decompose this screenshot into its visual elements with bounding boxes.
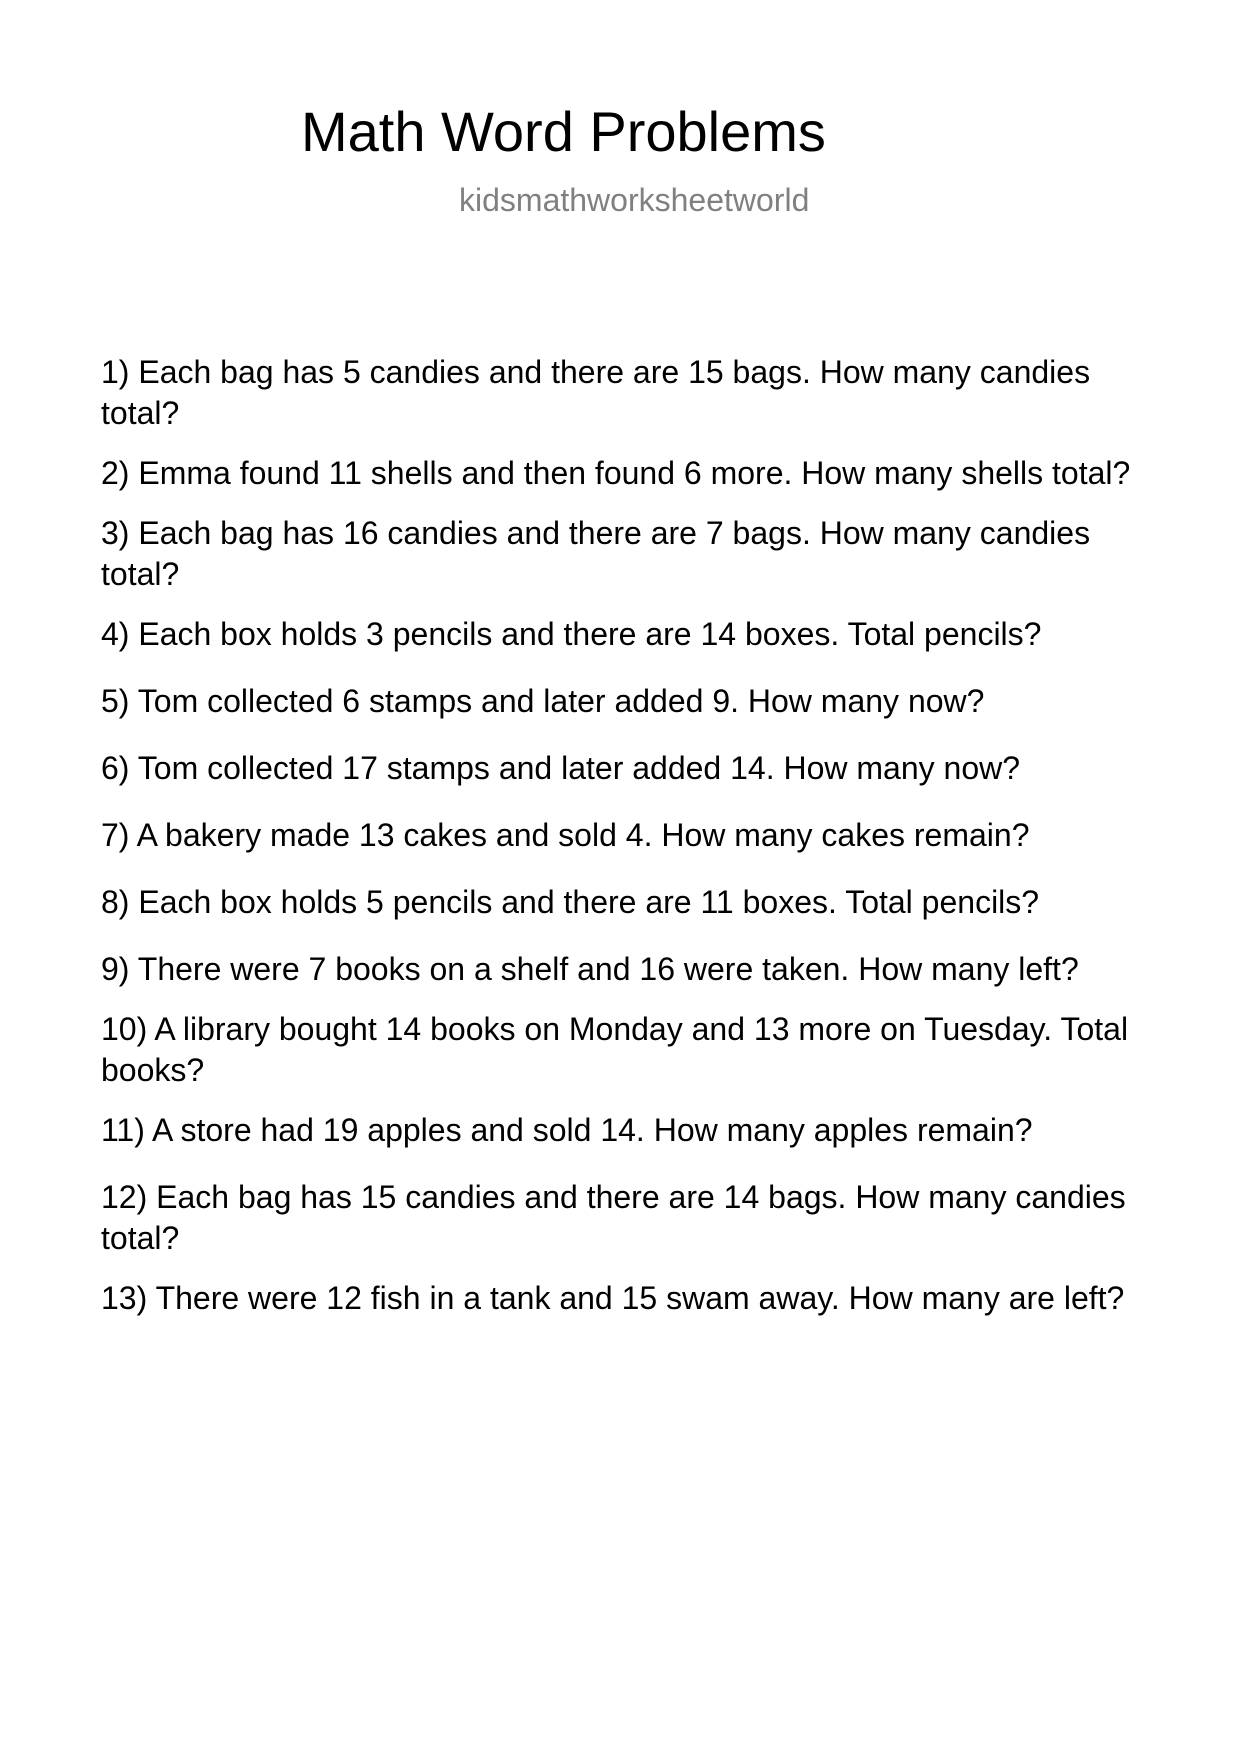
problem-item: 11) A store had 19 apples and sold 14. How many apples remain?	[101, 1112, 1033, 1148]
site-attribution: kidsmathworksheetworld	[459, 182, 810, 218]
problem-item: 7) A bakery made 13 cakes and sold 4. How many cakes remain?	[101, 817, 1030, 853]
problem-item: 1) Each bag has 5 candies and there are 15 bags. How many candies total?	[101, 354, 1091, 431]
problem-item: 4) Each box holds 3 pencils and there are 14 boxes. Total pencils?	[101, 616, 1042, 652]
problem-item: 5) Tom collected 6 stamps and later added 9. How many now?	[101, 683, 985, 719]
problem-item: 3) Each bag has 16 candies and there are 7 bags. How many candies total?	[101, 515, 1091, 592]
problem-item: 13) There were 12 fish in a tank and 15 swam away. How many are left?	[101, 1280, 1125, 1316]
problem-item: 2) Emma found 11 shells and then found 6 more. How many shells total?	[101, 455, 1131, 491]
page-title: Math Word Problems	[301, 100, 826, 163]
problem-item: 10) A library bought 14 books on Monday and 13 more on Tuesday. Total books?	[101, 1011, 1129, 1088]
problem-item: 9) There were 7 books on a shelf and 16 were taken. How many left?	[101, 951, 1079, 987]
problem-item: 6) Tom collected 17 stamps and later added 14. How many now?	[101, 750, 1021, 786]
problem-item: 12) Each bag has 15 candies and there are 14 bags. How many candies total?	[101, 1179, 1126, 1256]
problem-list	[101, 352, 1161, 1338]
problem-item: 8) Each box holds 5 pencils and there are 11 boxes. Total pencils?	[101, 884, 1040, 920]
